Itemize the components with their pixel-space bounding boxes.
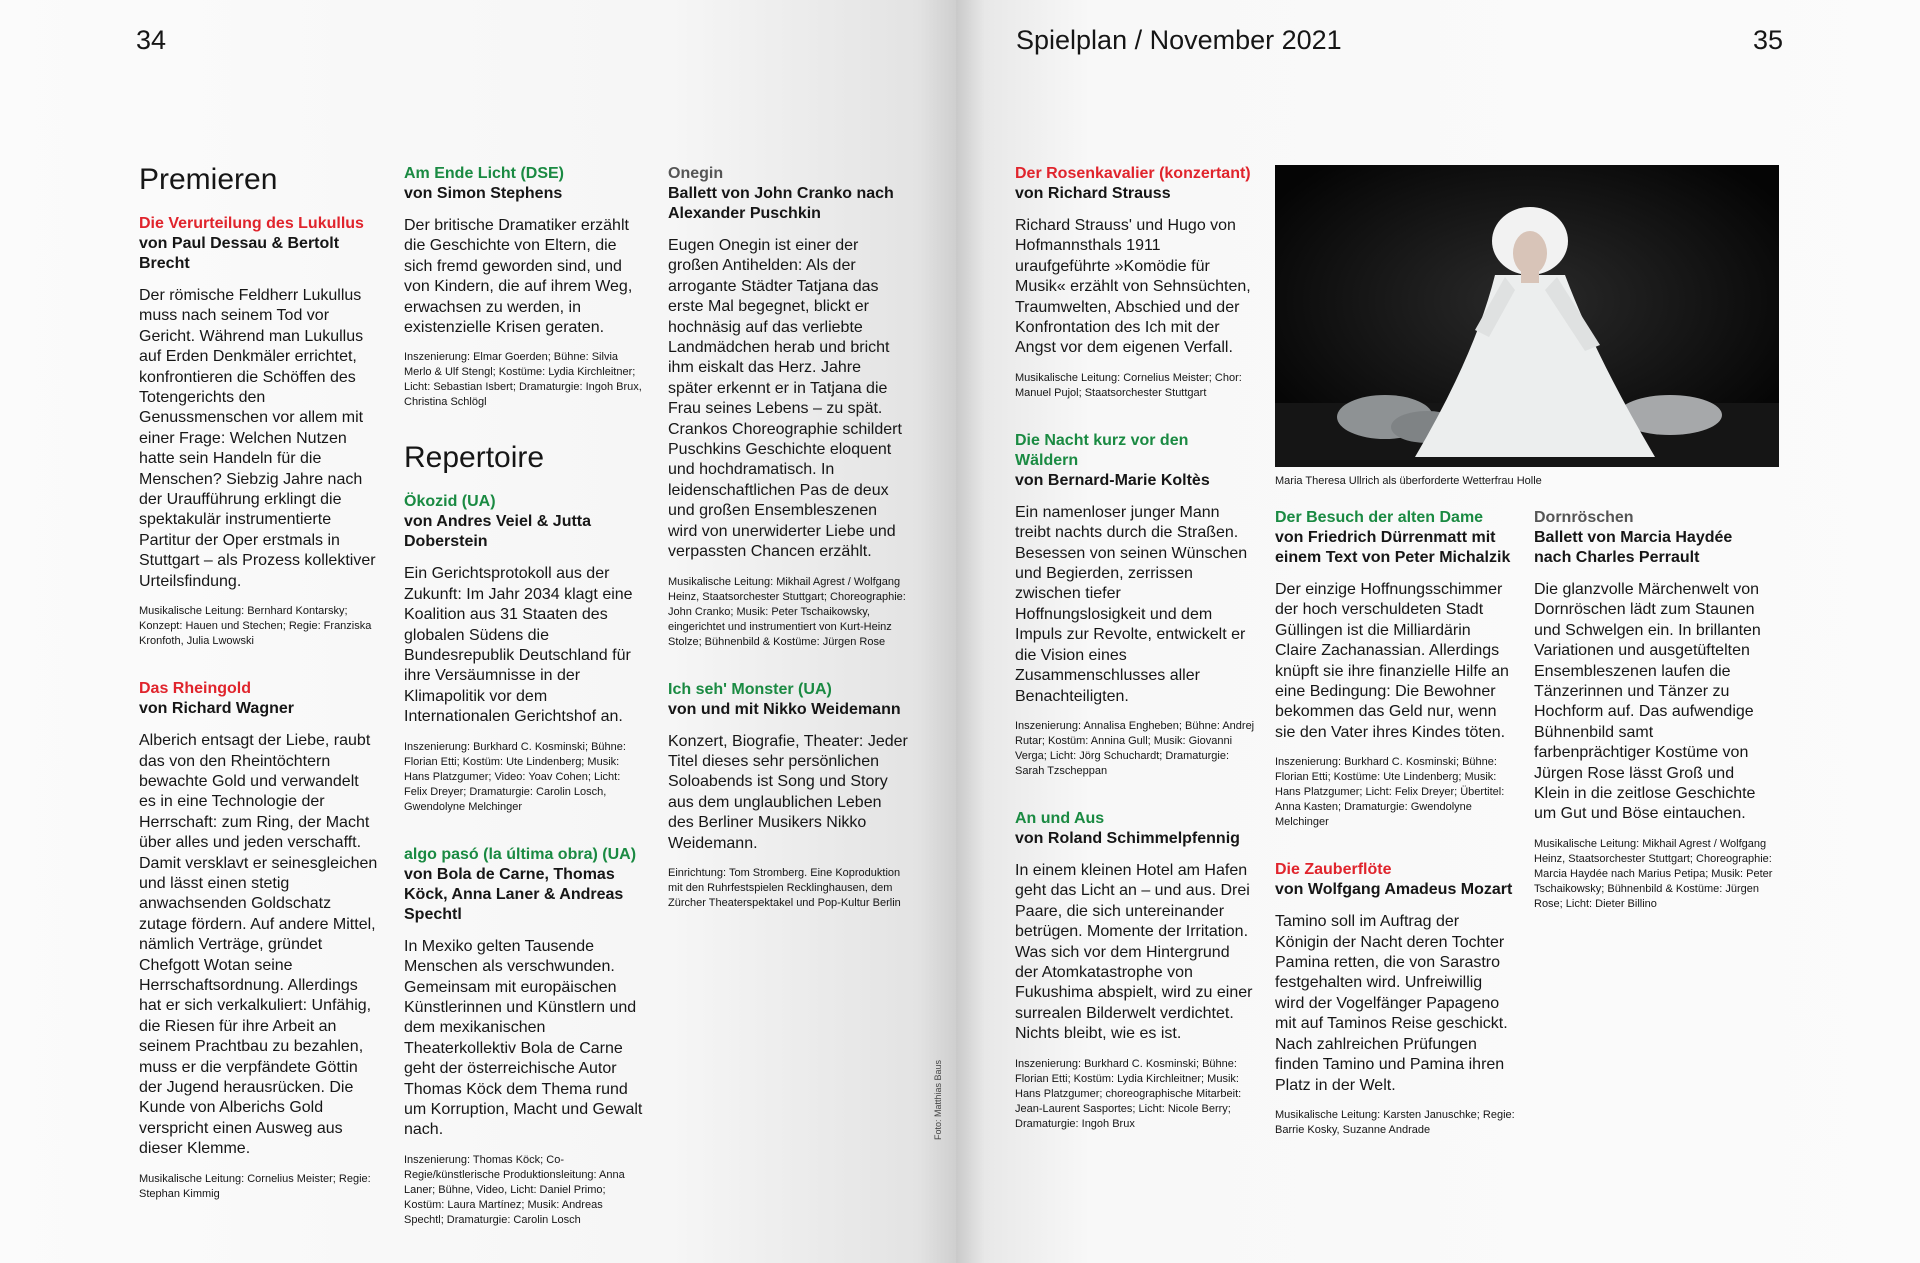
entry-dornroeschen xyxy=(1534,508,1774,912)
entry-credits: Einrichtung: Tom Stromberg. Eine Koproduktion mit den Ruhrfestspielen Recklinghausen, dem Zürcher Theaterspektakel und Pop-Kultur Berlin xyxy=(668,866,901,909)
entry-body: Konzert, Biografie, Theater: Jeder Titel dieses sehr persönlichen Soloabends ist Song und Story aus dem unglaublichen Leben des Berliner Musikers Nikko Weidemann. xyxy=(668,732,908,852)
entry-author: von Simon Stephens xyxy=(404,185,563,202)
entry-title: Die Nacht kurz vor den Wäldern xyxy=(1015,431,1189,469)
entry-title: Die Verurteilung des Lukullus xyxy=(139,215,364,232)
entry-author: Ballett von Marcia Haydée nach Charles Perrault xyxy=(1534,529,1733,566)
entry-credits: Musikalische Leitung: Cornelius Meister; Regie: Stephan Kimmig xyxy=(139,1172,371,1200)
entry-oekozid xyxy=(404,492,644,814)
entry-title: Onegin xyxy=(668,165,724,182)
stage-photo-illustration xyxy=(1275,165,1779,467)
entry-author: von Andres Veiel & Jutta Doberstein xyxy=(404,513,592,551)
section-heading-premieren: Premieren xyxy=(139,163,278,196)
entry-body: Eugen Onegin ist einer der großen Antihelden: Als der arrogante Städter Tatjana das erste Mal begegnet, blickt er hochnäsig auf das verliebte Landmädchen herab und bricht ihm eiskalt das Herz. Jahre später erkennt er in Tatjana die Frau seines Lebens – zu spät. Crankos Choreographie schildert Puschkins Geschichte eloquent und hochdramatisch. In leidenschaftlichen Pas de deux und großen Ensembleszenen wird von unerwiderter Liebe und verpassten Chancen erzählt. xyxy=(668,237,902,561)
column-6 xyxy=(1534,508,1774,942)
entry-lukullus xyxy=(139,214,379,649)
entry-body: In Mexiko gelten Tausende Menschen als verschwunden. Gemeinsam mit europäischen Künstlerinnen und Künstlern und dem mexikanischen Theaterkollektiv Bola de Carne geht der österreichische Autor Thomas Köck dem Thema rund um Korruption, Macht und Gewalt nach. xyxy=(404,937,643,1139)
page-number-left: 34 xyxy=(136,25,167,55)
photo-caption: Maria Theresa Ullrich als überforderte Wetterfrau Holle xyxy=(1275,475,1542,487)
section-heading-repertoire: Repertoire xyxy=(404,441,545,475)
stage-photo xyxy=(1275,165,1779,467)
entry-title: Die Zauberflöte xyxy=(1275,861,1392,879)
entry-onegin xyxy=(668,164,908,650)
entry-body: Der römische Feldherr Lukullus muss nach seinem Tod vor Gericht. Während man Lukullus auf Erden Denkmäler errichtet, konfrontieren die Schöffen des Totengerichts den Genussmenschen vor allem mit einer Frage: Welchen Nutzen hatte sein Handeln für die Menschen? Siebzig Jahre nach der Uraufführung erklingt die spektakulär instrumentierte Partitur der Oper erstmals in Stuttgart – als Prozess kollektiver Urteilsfindung. xyxy=(139,287,376,590)
entry-body: Alberich entsagt der Liebe, raubt das von den Rheintöchtern bewachte Gold und verwandelt es in eine Technologie der Herrschaft: zum Ring, der Macht über alles und jeden verschafft. Damit versklavt er seinesgleichen und lässt einen stetig anwachsenden Goldschatz zutage fördern. Auf andere Mittel, nämlich Verträge, gründet Chefgott Wotan seine Herrschaftsordnung. Allerdings hat er sich verkalkuliert: Unfähig, die Riesen für ihre Arbeit an seinem Prachtbau zu bezahlen, muss er die verpfändete Göttin der Jugend herausrücken. Die Kunde von Alberichs Gold verspricht einen Ausweg aus dieser Klemme. xyxy=(139,732,378,1158)
entry-body: Ein namenloser junger Mann treibt nachts durch die Straßen. Besessen von seinen Wünschen und Begierden, zerrissen zwischen tiefer Hoffnungslosigkeit und dem Impuls zur Revolte, entwickelt er die Vision eines Zusammenschlusses aller Benachteiligten. xyxy=(1015,503,1248,705)
entry-author: von Paul Dessau & Bertolt Brecht xyxy=(139,235,340,272)
entry-monster xyxy=(668,680,908,911)
entry-author: von Richard Strauss xyxy=(1015,185,1171,202)
entry-body: Tamino soll im Auftrag der Königin der Nacht deren Tochter Pamina retten, die von Sarastro festgehalten wird. Unfreiwillig wird der Vogelfänger Papageno mit auf Taminos Reise geschickt. Nach zahlreichen Prüfungen finden Tamino und Pamina ihren Platz in der Welt. xyxy=(1275,913,1508,1094)
entry-besuch xyxy=(1275,508,1515,830)
entry-credits: Inszenierung: Thomas Köck; Co-Regie/künstlerische Produktionsleitung: Anna Laner; Bühne, Video, Licht: Daniel Primo; Kostüm: Laura Martínez; Musik: Andreas Spechtl; Dramaturgie: Carolin Losch xyxy=(404,1153,625,1226)
entry-credits: Musikalische Leitung: Cornelius Meister; Chor: Manuel Pujol; Staatsorchester Stuttgart xyxy=(1015,371,1242,399)
entry-body: In einem kleinen Hotel am Hafen geht das Licht an – und aus. Drei Paare, die sich untereinander betrügen. Momente der Irritation. Was sich vor dem Hintergrund der Atomkatastrophe von Fukushima abspielt, wird zu einer surrealen Bilderwelt verdichtet. Nichts bleibt, wie es ist. xyxy=(1015,861,1253,1043)
entry-author: Ballett von John Cranko nach Alexander Puschkin xyxy=(668,185,894,222)
entry-credits: Inszenierung: Burkhard C. Kosminski; Bühne: Florian Etti; Kostüm: Lydia Kirchleitner; Musik: Hans Platzgumer; choreographische Mitarbeit: Jean-Laurent Sasportes; Licht: Nicole Berry; Dramaturgie: Ingoh Brux xyxy=(1015,1057,1242,1130)
entry-credits: Musikalische Leitung: Mikhail Agrest / Wolfgang Heinz, Staatsorchester Stuttgart; Choreographie: John Cranko; Musik: Peter Tschaikowsky, eingerichtet und instrumentiert von Kurt-Heinz Stolze; Bühnenbild & Kostüme: Jürgen Rose xyxy=(668,575,906,648)
entry-title: Das Rheingold xyxy=(139,680,252,698)
entry-credits: Musikalische Leitung: Karsten Januschke; Regie: Barrie Kosky, Suzanne Andrade xyxy=(1275,1108,1515,1136)
entry-title: algo pasó (la última obra) (UA) xyxy=(404,845,637,863)
entry-title: Am Ende Licht (DSE) xyxy=(404,165,565,182)
column-3 xyxy=(668,164,908,941)
entry-body: Ein Gerichtsprotokoll aus der Zukunft: Im Jahr 2034 klagt eine Koalition aus 31 Staaten des globalen Südens die Bundesrepublik Deutschland für ihre Versäumnisse in der Klimapolitik vor dem Internationalen Gerichtshof an. xyxy=(404,565,633,726)
entry-zauberfloete xyxy=(1275,860,1515,1138)
entry-algo-paso xyxy=(404,845,644,1228)
page-number-right: 35 xyxy=(1753,25,1784,55)
column-2 xyxy=(404,164,644,1258)
entry-credits: Inszenierung: Burkhard C. Kosminski; Bühne: Florian Etti; Kostüme: Ute Lindenberg; Musik: Hans Platzgumer; Licht: Felix Dreyer; Übertitel: Anna Kasten; Dramaturgie: Gwendolyne Melchinger xyxy=(1275,756,1505,829)
entry-am-ende-licht xyxy=(404,164,644,410)
entry-nacht-kurz xyxy=(1015,431,1255,779)
entry-author: von Bola de Carne, Thomas Köck, Anna Laner & Andreas Spechtl xyxy=(404,865,624,923)
entry-author: von und mit Nikko Weidemann xyxy=(668,700,901,718)
entry-title: Der Besuch der alten Dame xyxy=(1275,509,1484,526)
entry-title: Dornröschen xyxy=(1534,509,1634,526)
entry-body: Richard Strauss' und Hugo von Hofmannsthals 1911 uraufgeführte »Komödie für Musik« erzählt von Sehnsüchten, Traumwelten, Abschied und der Konfrontation des Ich mit der Angst vor dem eigenen Verfall. xyxy=(1015,217,1251,357)
column-1 xyxy=(139,162,379,1232)
photo-credit: Foto: Matthias Baus xyxy=(933,1059,943,1140)
running-title: Spielplan / November 2021 xyxy=(1016,25,1342,55)
entry-credits: Inszenierung: Annalisa Engheben; Bühne: Andrej Rutar; Kostüm: Annina Gull; Musik: Giovanni Verga; Licht: Jörg Schuchardt; Dramaturgie: Sarah Tzscheppan xyxy=(1015,719,1255,777)
entry-credits: Musikalische Leitung: Mikhail Agrest / Wolfgang Heinz, Staatsorchester Stuttgart; Choreographie: Marcia Haydée nach Marius Petipa; Musik: Peter Tschaikowsky; Bühnenbild & Kostüme: Jürgen Rose; Licht: Dieter Billino xyxy=(1534,837,1773,910)
entry-credits: Inszenierung: Elmar Goerden; Bühne: Silvia Merlo & Ulf Stengl; Kostüme: Lydia Kirchleitner; Licht: Sebastian Isbert; Dramaturgie: Ingoh Brux, Christina Schlögl xyxy=(404,351,642,409)
entry-title: Ich seh' Monster (UA) xyxy=(668,680,832,698)
entry-author: von Richard Wagner xyxy=(139,700,294,718)
entry-an-und-aus xyxy=(1015,809,1255,1132)
entry-author: von Wolfgang Amadeus Mozart xyxy=(1275,881,1513,899)
entry-body: Der britische Dramatiker erzählt die Geschichte von Eltern, die sich fremd geworden sind, und von Kindern, die auf ihrem Weg, erwachsen zu werden, in existenzielle Krisen geraten. xyxy=(404,217,633,337)
entry-rheingold xyxy=(139,679,379,1202)
entry-author: von Bernard-Marie Koltès xyxy=(1015,471,1210,489)
entry-title: Ökozid (UA) xyxy=(404,493,496,511)
entry-rosenkavalier xyxy=(1015,164,1255,401)
entry-credits: Inszenierung: Burkhard C. Kosminski; Bühne: Florian Etti; Kostüm: Ute Lindenberg; Musik: Hans Platzgumer; Video: Yoav Cohen; Licht: Felix Dreyer; Dramaturgie: Carolin Losch, Gwendolyne Melchinger xyxy=(404,740,626,813)
entry-title: Der Rosenkavalier (konzertant) xyxy=(1015,165,1251,182)
left-page xyxy=(0,0,956,1263)
column-4 xyxy=(1015,164,1255,1162)
entry-body: Die glanzvolle Märchenwelt von Dornröschen lädt zum Staunen und Schwelgen ein. In brillanten Variationen und ausgetüftelten Ensembleszenen laufen die Tänzerinnen und Tänzer zu Hochform auf. Das aufwendige Bühnenbild samt farbenprächtiger Kostüme von Jürgen Rose lässt Groß und Klein in die zeitlose Geschichte um Gut und Böse eintauchen. xyxy=(1534,581,1761,823)
entry-author: von Roland Schimmelpfennig xyxy=(1015,829,1240,847)
entry-body: Der einzige Hoffnungsschimmer der hoch verschuldeten Stadt Güllingen ist die Milliardärin Claire Zachanassian. Allerdings knüpft sie ihre finanzielle Hilfe an eine Bedingung: Die Bewohner bekommen das Geld nur, wenn sie den Vater ihres Kindes töten. xyxy=(1275,581,1509,741)
entry-credits: Musikalische Leitung: Bernhard Kontarsky; Konzept: Hauen und Stechen; Regie: Franziska Kronfoth, Julia Lwowski xyxy=(139,605,372,648)
entry-author: von Friedrich Dürrenmatt mit einem Text von Peter Michalzik xyxy=(1275,529,1511,566)
column-5 xyxy=(1275,508,1515,1168)
entry-title: An und Aus xyxy=(1015,809,1105,827)
